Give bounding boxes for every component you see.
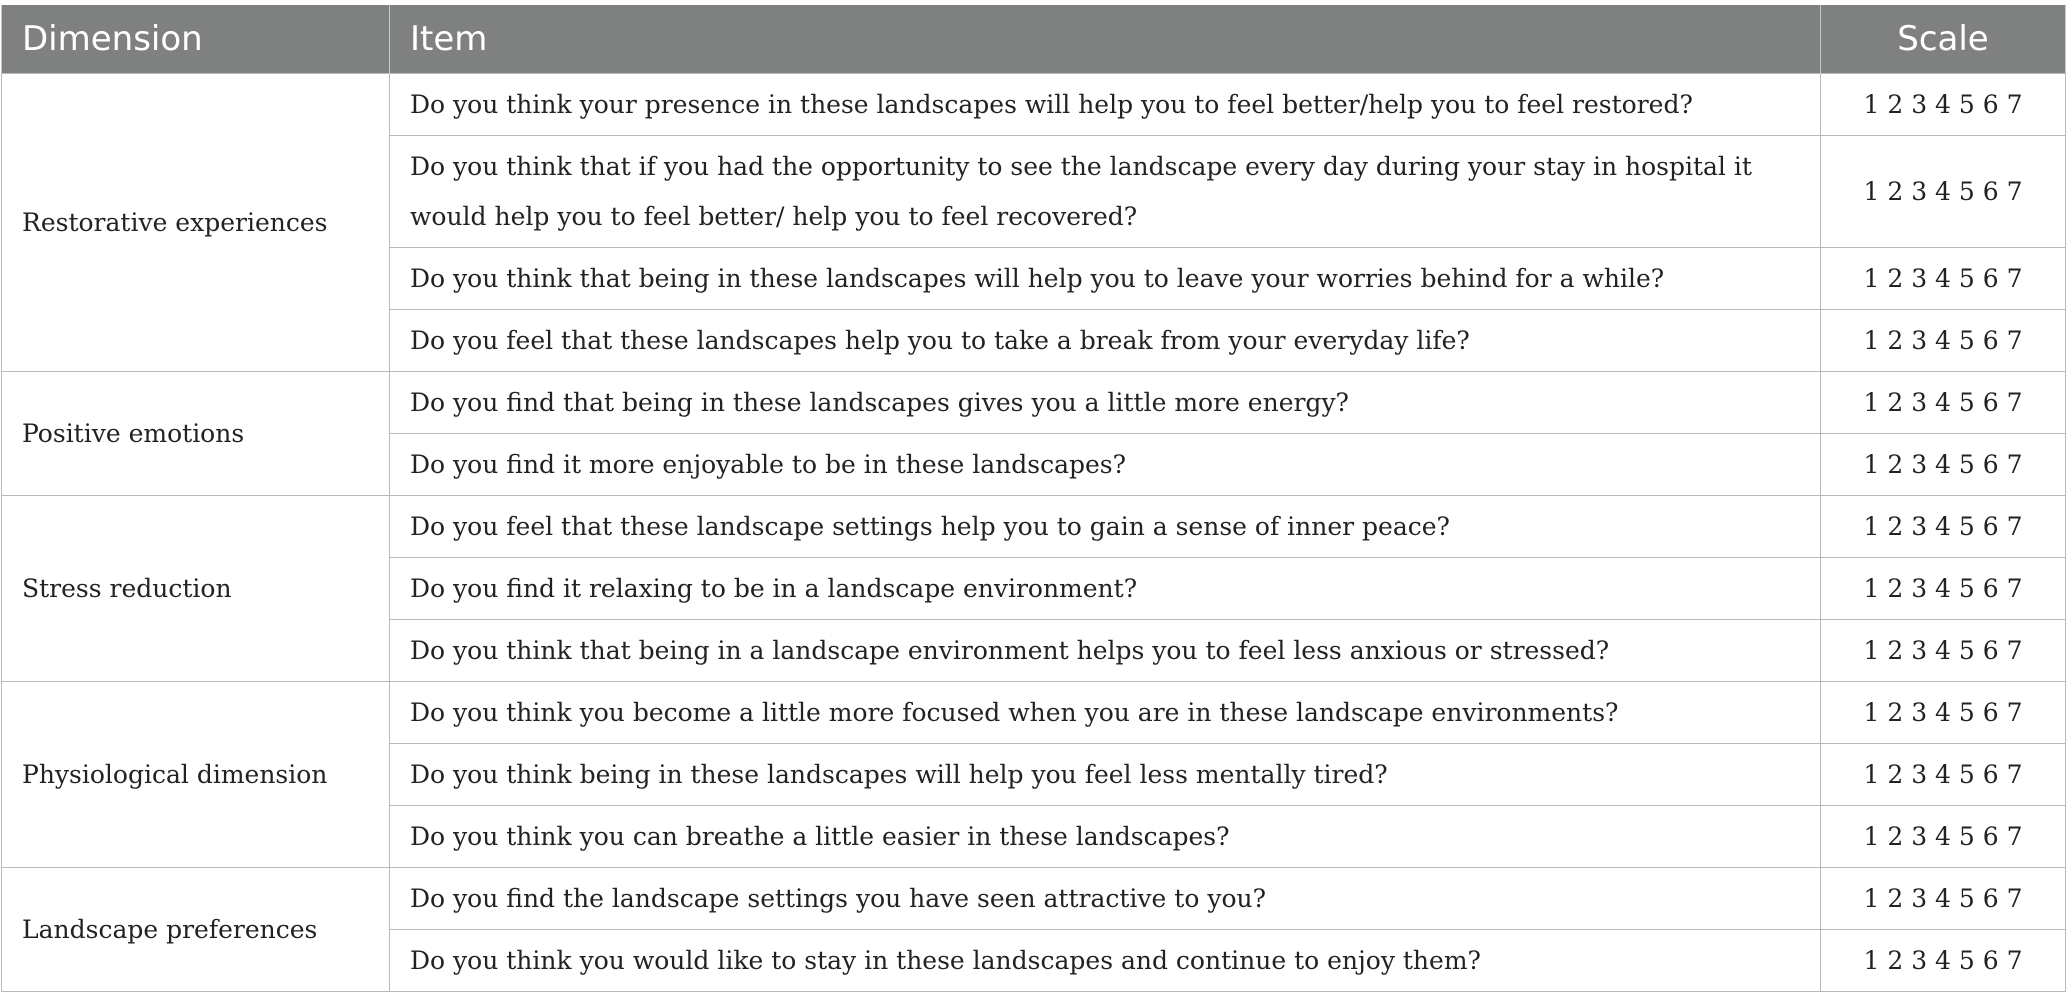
table-row [2, 868, 2066, 930]
item-cell: Do you think being in these landscapes will help you feel less mentally tired? [390, 744, 1821, 806]
scale-cell: 1 2 3 4 5 6 7 [1821, 310, 2066, 372]
item-cell: Do you find the landscape settings you have seen attractive to you? [390, 868, 1821, 930]
survey-table-container [1, 5, 2065, 992]
scale-cell: 1 2 3 4 5 6 7 [1821, 620, 2066, 682]
item-column-header: Item [390, 5, 1821, 74]
dimension-cell: Positive emotions [2, 372, 390, 496]
scale-cell: 1 2 3 4 5 6 7 [1821, 136, 2066, 248]
dimension-cell: Landscape preferences [2, 868, 390, 992]
dimension-column-header: Dimension [2, 5, 390, 74]
scale-cell: 1 2 3 4 5 6 7 [1821, 806, 2066, 868]
dimension-cell: Physiological dimension [2, 682, 390, 868]
item-cell: Do you feel that these landscape settings help you to gain a sense of inner peace? [390, 496, 1821, 558]
scale-cell: 1 2 3 4 5 6 7 [1821, 248, 2066, 310]
scale-column-header: Scale [1821, 5, 2066, 74]
table-row [2, 372, 2066, 434]
scale-cell: 1 2 3 4 5 6 7 [1821, 682, 2066, 744]
item-cell: Do you think that if you had the opportunity to see the landscape every day during your stay in hospital it would help you to feel better/ help you to feel recovered? [390, 136, 1821, 248]
scale-cell: 1 2 3 4 5 6 7 [1821, 744, 2066, 806]
table-row [2, 74, 2066, 136]
table-row [2, 496, 2066, 558]
table-row [2, 682, 2066, 744]
scale-cell: 1 2 3 4 5 6 7 [1821, 74, 2066, 136]
item-cell: Do you think your presence in these landscapes will help you to feel better/help you to feel restored? [390, 74, 1821, 136]
dimension-cell: Stress reduction [2, 496, 390, 682]
scale-cell: 1 2 3 4 5 6 7 [1821, 930, 2066, 992]
table-header-row [2, 5, 2066, 74]
survey-items-table [1, 5, 2066, 992]
scale-cell: 1 2 3 4 5 6 7 [1821, 868, 2066, 930]
dimension-cell: Restorative experiences [2, 74, 390, 372]
scale-cell: 1 2 3 4 5 6 7 [1821, 496, 2066, 558]
scale-cell: 1 2 3 4 5 6 7 [1821, 558, 2066, 620]
item-cell: Do you find it more enjoyable to be in these landscapes? [390, 434, 1821, 496]
item-cell: Do you think you become a little more focused when you are in these landscape environments? [390, 682, 1821, 744]
item-cell: Do you think you can breathe a little easier in these landscapes? [390, 806, 1821, 868]
item-cell: Do you find that being in these landscapes gives you a little more energy? [390, 372, 1821, 434]
scale-cell: 1 2 3 4 5 6 7 [1821, 434, 2066, 496]
item-cell: Do you think that being in these landscapes will help you to leave your worries behind for a while? [390, 248, 1821, 310]
scale-cell: 1 2 3 4 5 6 7 [1821, 372, 2066, 434]
item-cell: Do you find it relaxing to be in a landscape environment? [390, 558, 1821, 620]
item-cell: Do you feel that these landscapes help you to take a break from your everyday life? [390, 310, 1821, 372]
item-cell: Do you think you would like to stay in these landscapes and continue to enjoy them? [390, 930, 1821, 992]
item-cell: Do you think that being in a landscape environment helps you to feel less anxious or stressed? [390, 620, 1821, 682]
